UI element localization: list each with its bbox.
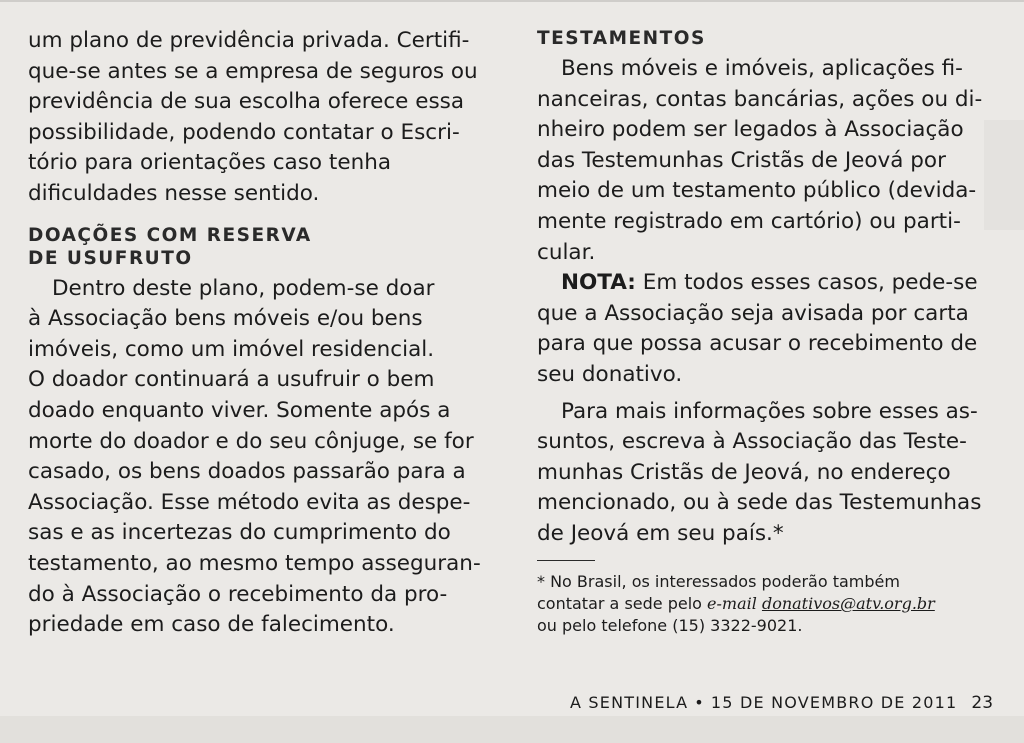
footnote: * No Brasil, os interessados poderão também contatar a sede pelo e-mail donativos@atv.org.br ou pelo telefone (15) 3322-9021. [537,572,935,635]
left-paragraph-2: Dentro deste plano, podem-se doar à Associação bens móveis e/ou bens imóveis, como um imóvel residencial. O doador continuará a usufruir o bem doado enquanto viver. Somente após a morte do doador e do seu cônjuge, se for casado, os bens doados passarão para a Associação. Esse método evita as despe- sas e as incertezas do cumprimento do testamento, ao mesmo tempo asseguran- do à Associação o recebimento da pro- priedade em caso de falecimento. [28,275,481,638]
page-number: 23 [971,693,994,713]
left-column [28,26,498,641]
right-paragraph-3: Para mais informações sobre esses as- suntos, escreva à Associação das Teste- munhas Cristãs de Jeová, no endereço mencionado, ou à sede das Testemunhas de Jeová em seu país.* [537,398,982,546]
right-paragraph-1: Bens móveis e imóveis, aplicações fi- nanceiras, contas bancárias, ações ou di- nheiro podem ser legados à Associação das Testemunhas Cristãs de Jeová por meio de um testamento público (devida- mente registrado em cartório) ou parti- cular. [537,56,983,265]
bottom-show-through [0,716,1024,743]
footnote-rule [537,560,595,562]
nota-label: NOTA: [561,270,636,296]
left-paragraph-1: um plano de previdência privada. Certifi- que-se antes se a empresa de seguros ou previdência de sua escolha oferece essa possibilidade, podendo contatar o Escri- tório para orientações caso tenha dificuldades nesse sentido. [28,28,478,206]
publication-title: A SENTINELA [570,693,689,712]
section-heading-testamentos: TESTAMENTOS [537,28,706,49]
right-column [537,26,1007,637]
issue-date: 15 DE NOVEMBRO DE 2011 [710,693,958,712]
top-rule [0,0,1024,2]
page-folio [570,693,993,713]
section-heading-doacoes: DOAÇÕES COM RESERVA DE USUFRUTO [28,224,312,269]
nota-paragraph: NOTA: Em todos esses casos, pede-se que a Associação seja avisada por carta para que possa acusar o recebimento de seu donativo. [537,270,978,387]
bullet-separator: • [694,693,705,712]
email-link[interactable]: donativos@atv.org.br [761,594,935,613]
